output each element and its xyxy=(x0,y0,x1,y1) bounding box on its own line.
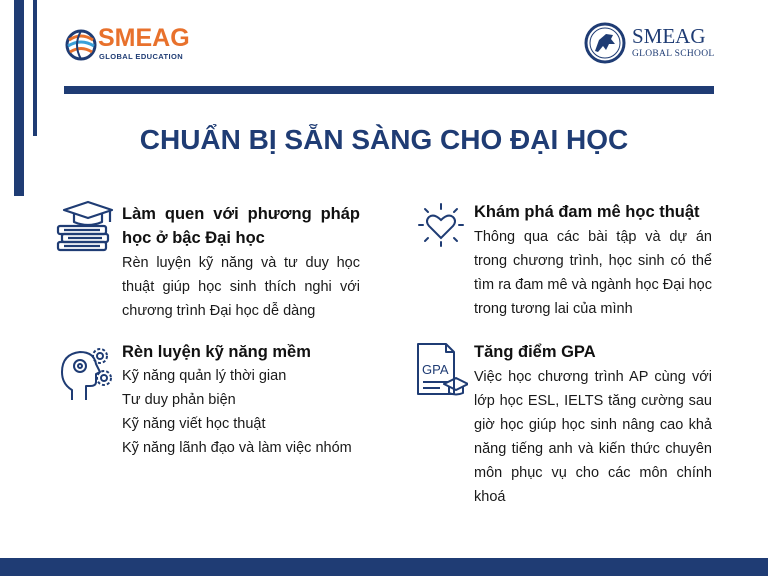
decorative-bar-left xyxy=(14,0,24,196)
section-text: Rèn luyện kỹ năng và tư duy học thuật giúp học sinh thích nghi với chương trình Đại học dễ dàng xyxy=(122,255,360,319)
page-title: CHUẨN BỊ SẴN SÀNG CHO ĐẠI HỌC xyxy=(139,124,629,155)
decorative-bar-left-thin xyxy=(33,0,37,136)
heart-sparkle-icon xyxy=(416,200,466,250)
left-logo-subtitle: GLOBAL EDUCATION xyxy=(99,52,184,61)
list-item: Tư duy phản biện xyxy=(122,392,236,408)
section-gpa xyxy=(474,340,712,509)
smeag-global-school-logo xyxy=(584,22,724,68)
section-academic-passion xyxy=(474,200,712,321)
right-logo-subtitle: GLOBAL SCHOOL xyxy=(632,49,715,59)
section-soft-skills xyxy=(122,340,372,460)
section-academic-method xyxy=(122,202,360,323)
head-gears-icon xyxy=(56,344,116,404)
left-logo-brand: SMEAG xyxy=(98,24,190,52)
list-item: Kỹ năng quản lý thời gian xyxy=(122,368,287,384)
footer-band xyxy=(0,558,768,576)
smeag-global-education-logo xyxy=(64,26,204,66)
section-text: Việc học chương trình AP cùng với lớp học ESL, IELTS tăng cường sau giờ học giúp học sinh nâng cao khả năng tiếng anh và kiến thức chuyên môn phục vụ cho các môn chính khoá xyxy=(474,369,712,505)
section-heading: Tăng điểm GPA xyxy=(474,343,596,361)
section-heading: Rèn luyện kỹ năng mềm xyxy=(122,343,311,361)
globe-icon xyxy=(64,28,98,62)
section-text: Thông qua các bài tập và dự án trong chương trình, học sinh có thể tìm ra đam mê và ngành học Đại học trong tương lai của mình xyxy=(474,229,712,317)
section-heading: Khám phá đam mê học thuật xyxy=(474,203,700,221)
header-rule xyxy=(64,86,714,94)
gpa-label-text: GPA xyxy=(422,362,449,377)
section-heading: Làm quen với phương pháp học ở bậc Đại học xyxy=(122,205,360,247)
books-graduation-cap-icon xyxy=(54,198,114,256)
gpa-document-icon xyxy=(414,342,468,398)
list-item: Kỹ năng lãnh đạo và làm việc nhóm xyxy=(122,440,352,456)
horse-emblem-icon xyxy=(584,22,626,64)
list-item: Kỹ năng viết học thuật xyxy=(122,416,266,432)
right-logo-brand: SMEAG xyxy=(632,24,706,48)
